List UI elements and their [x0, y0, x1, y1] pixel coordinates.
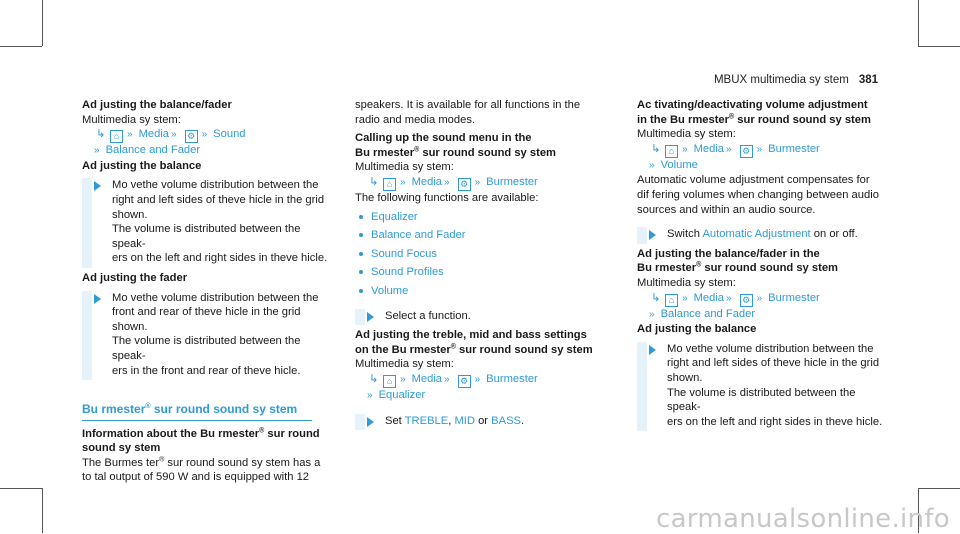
step-text: shown. — [112, 208, 148, 221]
page-number: 381 — [858, 74, 878, 86]
instruction-step — [355, 309, 610, 324]
crop-mark — [0, 46, 42, 47]
arrow-icon: » — [444, 176, 450, 188]
heading-treble-2 — [355, 343, 610, 358]
instruction-step — [355, 414, 610, 429]
instruction-step — [82, 291, 337, 379]
settings-icon: ⚙ — [458, 375, 471, 388]
column-1 — [82, 98, 337, 485]
home-icon: ⌂ — [665, 145, 678, 158]
registered-mark: ® — [414, 146, 420, 154]
step-text — [667, 227, 892, 242]
heading-text: in the Bu rmester — [637, 113, 730, 126]
step-text: ers in the front and rear of theve hicle. — [112, 364, 301, 377]
section-title — [82, 402, 312, 421]
arrow-icon: » — [94, 145, 100, 157]
body-text: to tal output of 590 W and is equipped with 12 — [82, 471, 310, 484]
page-header — [714, 73, 878, 88]
column-3 — [637, 98, 892, 434]
step-bar — [82, 178, 92, 268]
step-arrow-icon — [94, 181, 101, 191]
registered-mark: ® — [696, 261, 702, 269]
arrow-icon: » — [726, 143, 732, 155]
path-burmester[interactable]: Burmester — [486, 372, 538, 385]
heading-adjust-balance: Ad justing the balance — [82, 159, 202, 172]
step-text: The volume is distributed between the speak‐ — [112, 223, 301, 250]
arrow-icon: » — [649, 159, 655, 171]
heading-text: Bu rmester — [355, 146, 415, 159]
menu-path — [82, 127, 337, 143]
heading-balance-fader-burmester-2 — [637, 261, 892, 276]
system-label: Multimedia sy stem: — [355, 358, 454, 371]
step-text: The volume is distributed between the speak‐ — [112, 335, 301, 362]
registered-mark: ® — [159, 456, 165, 464]
body-text: dif fering volumes when changing between audio — [637, 188, 879, 201]
step-bar — [637, 342, 647, 432]
arrow-icon: » — [400, 176, 406, 188]
bass-option[interactable]: BASS — [491, 414, 521, 427]
arrow-icon: » — [474, 176, 481, 188]
heading-text: sur round sound sy stem — [455, 343, 593, 356]
body-text: speakers. It is available for all functions in the — [355, 99, 581, 111]
body-text-part: The Burmes ter — [82, 456, 160, 469]
path-start-icon: ↳ — [651, 291, 661, 304]
heading-volume-adjust: Ac tivating/deactivating volume adjustment — [637, 99, 868, 111]
menu-path-2 — [82, 143, 337, 159]
heading-info-2: sound sy stem — [82, 442, 161, 455]
settings-icon: ⚙ — [740, 294, 753, 307]
on-off-text: on or off. — [813, 228, 858, 241]
settings-icon: ⚙ — [185, 130, 198, 143]
path-start-icon: ↳ — [369, 175, 379, 188]
step-text: ers on the left and right sides in theve hicle. — [112, 252, 328, 265]
switch-label: Switch — [667, 228, 700, 241]
set-label: Set — [385, 414, 402, 427]
arrow-icon: » — [756, 292, 763, 304]
mid-option[interactable]: MID — [454, 414, 475, 427]
function-list — [355, 210, 610, 299]
registered-mark: ® — [450, 342, 456, 350]
path-start-icon: ↳ — [369, 372, 379, 385]
settings-icon: ⚙ — [458, 178, 471, 191]
crop-mark — [42, 488, 43, 533]
step-arrow-icon — [649, 345, 656, 355]
step-text: The volume is distributed between the speak‐ — [667, 386, 856, 414]
step-text: Set TREBLE, MID or BASS. — [385, 414, 525, 427]
step-bar — [355, 414, 365, 431]
home-icon: ⌂ — [383, 178, 396, 191]
heading-text: sur round — [264, 427, 320, 440]
treble-option[interactable]: TREBLE — [404, 414, 449, 427]
crop-mark — [918, 488, 960, 489]
heading-info — [82, 427, 337, 442]
heading-text: sur round sound sy stem — [734, 113, 871, 126]
arrow-icon: » — [682, 143, 688, 155]
path-media[interactable]: Media — [138, 128, 170, 141]
registered-mark: ® — [145, 403, 151, 411]
step-arrow-icon — [94, 294, 101, 304]
header-title: MBUX multimedia sy stem — [713, 74, 849, 86]
menu-path-2 — [637, 158, 892, 174]
body-text — [82, 456, 337, 471]
heading-text: sur round sound sy stem — [701, 262, 839, 275]
system-label: Multimedia sy stem: — [637, 276, 736, 289]
heading-balance-fader-burmester: Ad justing the balance/fader in the — [637, 247, 820, 260]
path-media[interactable]: Media — [693, 291, 725, 304]
instruction-step — [637, 342, 892, 430]
instruction-step — [82, 178, 337, 266]
settings-icon: ⚙ — [740, 145, 753, 158]
step-arrow-icon — [367, 417, 374, 427]
path-sound[interactable]: Sound — [213, 128, 246, 141]
step-text: Mo vethe volume distribution between the — [112, 291, 319, 304]
body-text: sources and within an audio source. — [637, 203, 816, 216]
instruction-step — [637, 227, 892, 242]
system-label: Multimedia sy stem: — [637, 128, 736, 141]
crop-mark — [918, 46, 960, 47]
heading-text: on the Bu rmester — [355, 343, 451, 356]
heading-text: Bu rmester — [637, 262, 697, 275]
arrow-icon: » — [171, 129, 177, 141]
step-text: ers on the left and right sides in theve hicle. — [667, 415, 883, 428]
step-text: shown. — [112, 320, 148, 333]
registered-mark: ® — [729, 112, 735, 120]
body-text: The following functions are available: — [355, 191, 539, 204]
arrow-icon: » — [649, 308, 655, 320]
menu-path — [355, 175, 610, 191]
arrow-icon: » — [726, 292, 732, 304]
step-text: right and left sides of theve hicle in the grid — [112, 193, 325, 206]
section-title-text: sur round sound sy stem — [150, 402, 298, 417]
system-label: Multimedia sy stem: — [355, 161, 454, 174]
list-item[interactable]: Sound Profiles — [355, 265, 610, 280]
step-text: shown. — [667, 371, 703, 384]
menu-path — [355, 372, 610, 388]
heading-sound-menu-2 — [355, 146, 610, 161]
path-balance-fader[interactable]: Balance and Fader — [660, 307, 756, 320]
list-item[interactable]: Volume — [355, 284, 610, 299]
list-item[interactable]: Sound Focus — [355, 247, 610, 262]
arrow-icon: » — [682, 292, 688, 304]
crop-mark — [0, 488, 42, 489]
heading-volume-adjust-2 — [637, 113, 892, 128]
step-text: Mo vethe volume distribution between the — [667, 342, 874, 355]
automatic-adjustment-option[interactable]: Automatic Adjustment — [702, 228, 811, 241]
step-text: Mo vethe volume distribution between the — [112, 179, 319, 192]
path-balance-fader[interactable]: Balance and Fader — [105, 144, 201, 157]
arrow-icon: » — [756, 143, 763, 155]
watermark: carmanualsonline.info — [655, 504, 950, 534]
step-text: Select a function. — [385, 309, 471, 322]
path-media[interactable]: Media — [693, 142, 725, 155]
body-text: radio and media modes. — [355, 113, 476, 126]
step-bar — [82, 291, 92, 381]
path-volume[interactable]: Volume — [660, 158, 698, 171]
path-equalizer[interactable]: Equalizer — [378, 388, 426, 401]
body-text: Automatic volume adjustment compensates for — [637, 174, 870, 187]
arrow-icon: » — [400, 373, 406, 385]
menu-path — [637, 291, 892, 307]
or-text: or — [478, 414, 489, 427]
home-icon: ⌂ — [665, 294, 678, 307]
menu-path-2 — [637, 307, 892, 323]
home-icon: ⌂ — [383, 375, 396, 388]
step-arrow-icon — [649, 230, 656, 240]
arrow-icon: » — [201, 129, 208, 141]
crop-mark — [42, 0, 43, 46]
menu-path-2 — [355, 388, 610, 404]
step-arrow-icon — [367, 312, 374, 322]
path-burmester[interactable]: Burmester — [486, 175, 538, 188]
crop-mark — [918, 0, 919, 46]
section-title-text: Bu rmester — [82, 402, 146, 417]
path-start-icon: ↳ — [96, 128, 106, 141]
step-text: right and left sides of theve hicle in the grid — [667, 357, 880, 370]
path-burmester[interactable]: Burmester — [768, 291, 820, 304]
list-item[interactable]: Equalizer — [355, 210, 610, 225]
path-media[interactable]: Media — [411, 175, 443, 188]
arrow-icon: » — [367, 389, 373, 401]
step-text: front and rear of theve hicle in the grid — [112, 306, 301, 319]
heading-balance-fader: Ad justing the balance/fader — [82, 99, 232, 111]
arrow-icon: » — [474, 373, 481, 385]
system-label: Multimedia sy stem: — [82, 113, 181, 126]
heading-text: sur round sound sy stem — [419, 146, 557, 159]
list-item[interactable]: Balance and Fader — [355, 228, 610, 243]
arrow-icon: » — [444, 373, 450, 385]
path-start-icon: ↳ — [651, 142, 661, 155]
arrow-icon: » — [127, 129, 133, 141]
column-2 — [355, 98, 610, 433]
step-bar — [637, 227, 647, 244]
path-burmester[interactable]: Burmester — [768, 142, 820, 155]
menu-path — [637, 142, 892, 158]
heading-adjust-fader: Ad justing the fader — [82, 271, 188, 284]
home-icon: ⌂ — [110, 130, 123, 143]
step-bar — [355, 309, 365, 326]
registered-mark: ® — [259, 426, 265, 434]
path-media[interactable]: Media — [411, 372, 443, 385]
body-text-part: sur round sound sy stem has a — [164, 456, 321, 469]
heading-treble: Ad justing the treble, mid and bass settings — [355, 329, 587, 342]
heading-sound-menu: Calling up the sound menu in the — [355, 132, 532, 145]
heading-text: Information about the Bu rmester — [82, 427, 260, 440]
heading-adjust-balance: Ad justing the balance — [637, 323, 757, 336]
